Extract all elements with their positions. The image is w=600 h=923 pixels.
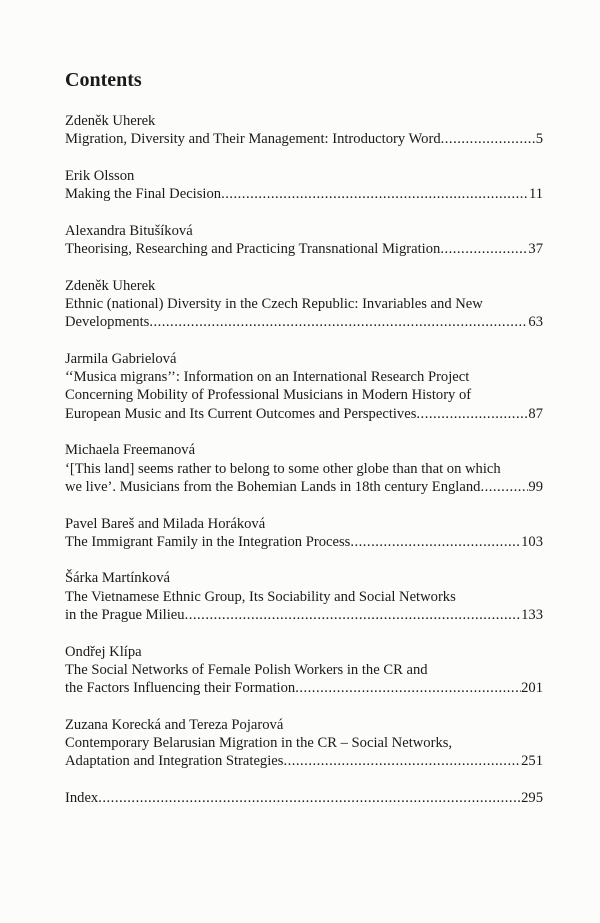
toc-entry [65, 222, 543, 259]
entry-author: Šárka Martínková [65, 570, 170, 587]
dot-leader [98, 789, 521, 807]
toc-entry [65, 277, 543, 332]
entry-author: Pavel Bareš and Milada Horáková [65, 515, 266, 532]
entry-title-line: The Immigrant Family in the Integration Process [65, 533, 351, 550]
entry-title-last-line [65, 313, 543, 331]
dot-leader [221, 185, 529, 203]
dot-leader [185, 606, 522, 624]
dot-leader [350, 533, 521, 551]
page-number: 5 [535, 131, 543, 148]
entry-author: Zdeněk Uherek [65, 277, 156, 294]
entry-title-last-line [65, 130, 543, 148]
entry-author: Erik Olsson [65, 167, 135, 184]
entry-title-line: we live’. Musicians from the Bohemian Lands in 18th century England [65, 478, 481, 495]
toc-entry [65, 441, 543, 496]
entry-title-line: The Vietnamese Ethnic Group, Its Sociability and Social Networks [65, 588, 456, 605]
page-number: 11 [528, 186, 543, 203]
dot-leader [283, 752, 521, 770]
dot-leader [440, 240, 528, 258]
entry-title-line: European Music and Its Current Outcomes and Perspectives [65, 405, 417, 422]
page-number: 133 [521, 607, 543, 624]
entry-title-last-line [65, 752, 543, 770]
entry-title-line: Developments [65, 314, 150, 331]
contents-page [65, 68, 543, 826]
entry-author: Jarmila Gabrielová [65, 350, 177, 367]
entry-title-line: Migration, Diversity and Their Management: Introductory Word [65, 131, 441, 148]
entry-title-last-line [65, 185, 543, 203]
toc-entry [65, 350, 543, 423]
entry-title-line: The Social Networks of Female Polish Workers in the CR and [65, 661, 428, 678]
dot-leader [295, 679, 521, 697]
entry-title-last-line [65, 478, 543, 496]
entry-title-line: Ethnic (national) Diversity in the Czech Republic: Invariables and New [65, 295, 483, 312]
toc-entry [65, 789, 543, 807]
entry-author: Zuzana Korecká and Tereza Pojarová [65, 716, 284, 733]
dot-leader [441, 130, 536, 148]
entry-title-line: Index [65, 789, 99, 806]
entry-title-line: in the Prague Milieu [65, 607, 185, 624]
entry-author: Michaela Freemanová [65, 442, 196, 459]
entry-title-line: Making the Final Decision [65, 186, 222, 203]
entry-title-line: Contemporary Belarusian Migration in the CR – Social Networks, [65, 735, 453, 752]
table-of-contents [65, 112, 543, 807]
entry-title-last-line [65, 789, 543, 807]
entry-title-last-line [65, 606, 543, 624]
toc-entry [65, 569, 543, 624]
toc-entry [65, 112, 543, 149]
entry-author: Zdeněk Uherek [65, 113, 156, 129]
entry-title-line: Concerning Mobility of Professional Musicians in Modern History of [65, 387, 472, 404]
page-number: 251 [521, 753, 543, 770]
dot-leader [416, 405, 528, 423]
page-number: 201 [521, 680, 543, 697]
toc-entry [65, 716, 543, 771]
entry-title-last-line [65, 679, 543, 697]
page-number: 63 [528, 314, 543, 331]
page-number: 295 [521, 789, 543, 806]
entry-title-line: the Factors Influencing their Formation [65, 680, 296, 697]
entry-title-line: Adaptation and Integration Strategies [65, 753, 284, 770]
entry-title-line: Theorising, Researching and Practicing Transnational Migration [65, 241, 441, 258]
page-number: 37 [528, 241, 543, 258]
page-number: 87 [528, 405, 543, 422]
entry-title-last-line [65, 533, 543, 551]
entry-title-line: ‘[This land] seems rather to belong to some other globe than that on which [65, 460, 501, 477]
toc-entry [65, 167, 543, 204]
entry-author: Ondřej Klípa [65, 643, 142, 660]
toc-entry [65, 515, 543, 552]
page-number: 103 [521, 533, 543, 550]
toc-entry [65, 643, 543, 698]
entry-title-last-line [65, 405, 543, 423]
entry-title-last-line [65, 240, 543, 258]
page-title: Contents [65, 69, 142, 91]
entry-title-line: ‘‘Musica migrans’’: Information on an International Research Project [65, 369, 470, 386]
dot-leader [480, 478, 528, 496]
dot-leader [149, 313, 528, 331]
entry-author: Alexandra Bitušíková [65, 222, 193, 239]
page-number: 99 [528, 478, 543, 495]
